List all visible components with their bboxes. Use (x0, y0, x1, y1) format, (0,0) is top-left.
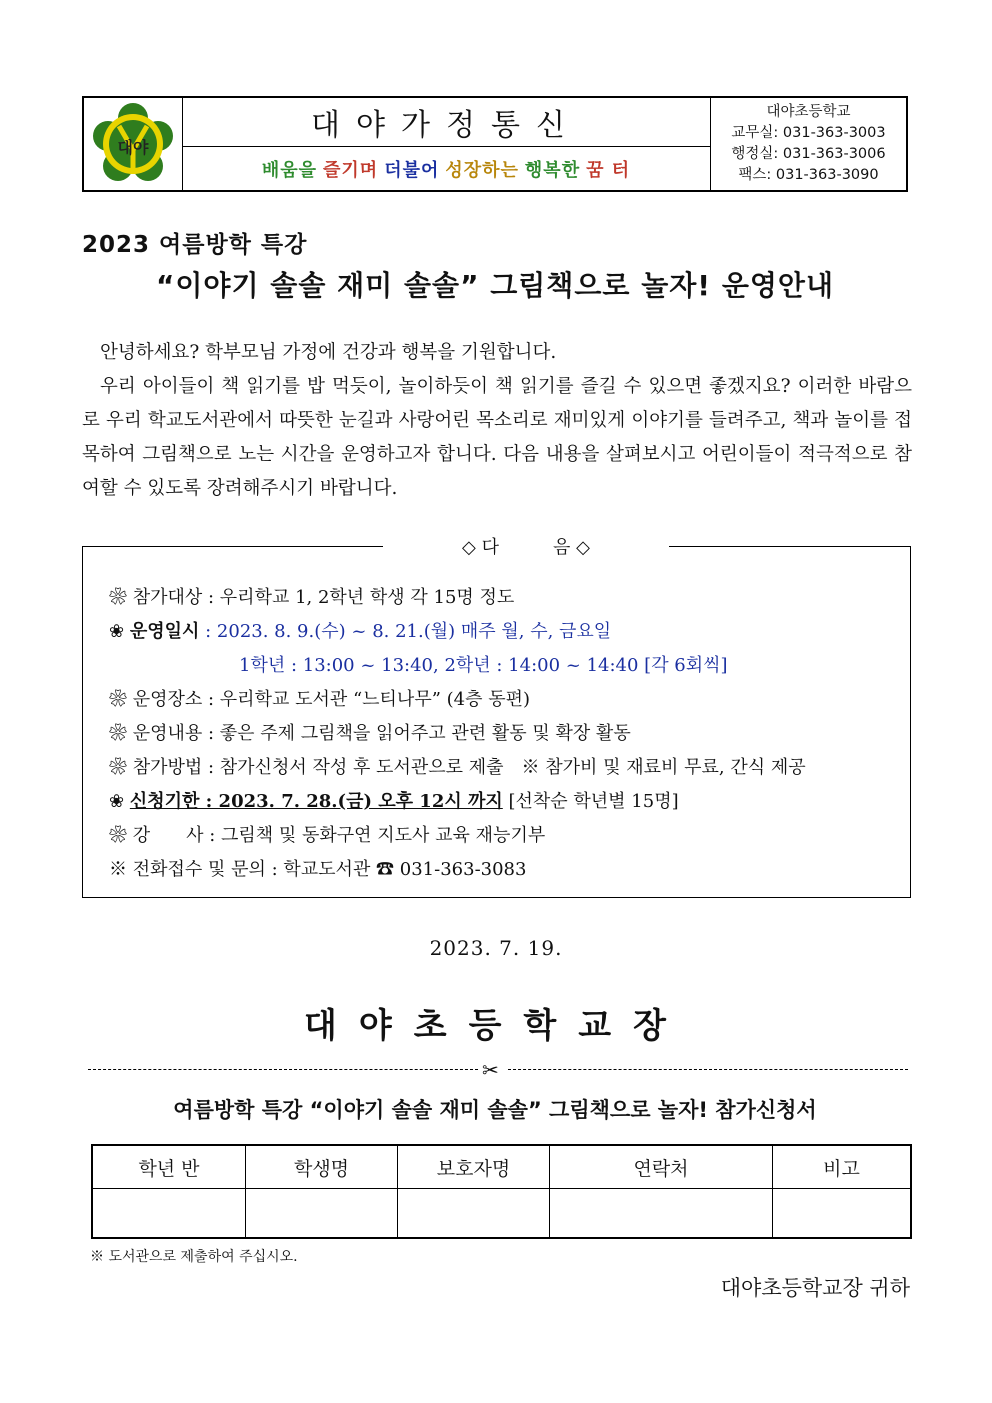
section-title: 2023 여름방학 특강 (82, 232, 308, 258)
list-item (109, 683, 899, 717)
list-item (109, 751, 899, 785)
intro-text (82, 336, 912, 506)
principal-signature: 대야초등학교장 (304, 1006, 688, 1046)
motto-word: 더불어 (384, 159, 440, 181)
motto-word: 즐기며 (323, 159, 379, 181)
item-inquiry: ※ 전화접수 및 문의 : 학교도서관 ☎ 031-363-3083 (109, 859, 527, 880)
flower-bullet-icon: ❀ (109, 723, 127, 744)
motto-word: 배움을 (261, 159, 318, 181)
column-header: 비고 (773, 1145, 912, 1189)
flower-bullet-icon: ❀ (109, 757, 127, 778)
list-item (109, 615, 899, 649)
guardian-name-cell[interactable] (398, 1189, 550, 1239)
student-name-cell[interactable] (246, 1189, 398, 1239)
notice-heading: ◇ 다 음 ◇ (383, 533, 669, 559)
notice-list (109, 581, 899, 887)
application-form-title: 여름방학 특강 “이야기 솔솔 재미 솔솔” 그림책으로 놀자! 참가신청서 (173, 1098, 817, 1122)
contact-cell[interactable] (550, 1189, 773, 1239)
column-header: 연락처 (550, 1145, 773, 1189)
notice-box (82, 537, 911, 898)
item-method: 참가방법 : 참가신청서 작성 후 도서관으로 제출 ※ 참가비 및 재료비 무료, 간식 제공 (132, 757, 806, 778)
addressee: 대야초등학교장 귀하 (720, 1276, 910, 1300)
logo-text: 대야 (117, 138, 149, 157)
school-name: 대야초등학교 (766, 104, 851, 120)
school-logo (84, 98, 183, 190)
grade-class-cell[interactable] (92, 1189, 246, 1239)
motto-word: 행복한 (524, 159, 581, 181)
item-content: 운영내용 : 좋은 주제 그림책을 읽어주고 관련 활동 및 확장 활동 (132, 723, 631, 744)
motto-word: 성장하는 (445, 159, 519, 181)
item-instructor: 강 사 : 그림책 및 동화구연 지도사 교육 재능기부 (132, 825, 546, 846)
contact-admin: 행정실: 031-363-3006 (731, 146, 886, 162)
item-deadline-note: [선착순 학년별 15명] (502, 791, 679, 812)
item-schedule-label: 운영일시 (129, 621, 200, 642)
school-contact-info (711, 98, 906, 190)
title-cell (182, 98, 711, 190)
column-header: 학년 반 (92, 1145, 246, 1189)
column-header: 학생명 (246, 1145, 398, 1189)
list-item (109, 819, 899, 853)
item-schedule-value: : 2023. 8. 9.(수) ~ 8. 21.(월) 매주 월, 수, 금요일 (205, 621, 612, 642)
item-target: 참가대상 : 우리학교 1, 2학년 학생 각 15명 정도 (132, 587, 515, 608)
motto-word: 꿈 터 (586, 159, 631, 181)
remarks-cell[interactable] (773, 1189, 912, 1239)
school-motto (182, 147, 710, 190)
flower-bullet-icon: ❀ (109, 621, 125, 642)
intro-paragraph-1: 안녕하세요? 학부모님 가정에 건강과 행복을 기원합니다. (100, 342, 557, 363)
flower-bullet-icon: ❀ (109, 689, 127, 710)
application-table (91, 1144, 912, 1239)
intro-paragraph-2: 우리 아이들이 책 읽기를 밥 먹듯이, 놀이하듯이 책 읽기를 즐길 수 있으면 좋겠지요? 이러한 바람으로 우리 학교도서관에서 따뜻한 눈길과 사랑어린 목소리로 재미있게 이야기를 들려주고, 책과 놀이를 접목하여 그림책으로 노는 시간을 운영하고자 합니다. 다음 내용을 살펴보시고 어린이들이 적극적으로 참여할 수 있도록 장려해주시기 바랍니다. (82, 376, 912, 499)
newsletter-title: 대야가정통신 (182, 98, 710, 147)
flower-bullet-icon: ❀ (109, 825, 127, 846)
cut-line (88, 1058, 908, 1082)
issue-date: 2023. 7. 19. (429, 936, 563, 960)
item-schedule-time: 1학년 : 13:00 ~ 13:40, 2학년 : 14:00 ~ 14:40 [각 6회씩] (239, 655, 728, 676)
flower-bullet-icon: ❀ (109, 791, 125, 812)
submission-note: ※ 도서관으로 제출하여 주십시오. (90, 1249, 298, 1265)
newsletter-header (82, 96, 908, 192)
item-place: 운영장소 : 우리학교 도서관 “느티나무” (4층 동편) (132, 689, 531, 710)
flower-bullet-icon: ❀ (109, 587, 127, 608)
contact-office: 교무실: 031-363-3003 (731, 125, 886, 141)
item-deadline: 신청기한 : 2023. 7. 28.(금) 오후 12시 까지 (129, 791, 503, 812)
list-item (109, 581, 899, 615)
column-header: 보호자명 (398, 1145, 550, 1189)
scissors-icon: ✂ (482, 1058, 499, 1082)
table-row (92, 1189, 911, 1239)
list-item (109, 785, 899, 819)
table-header-row (92, 1145, 911, 1189)
list-item (109, 717, 899, 751)
contact-fax: 팩스: 031-363-3090 (738, 167, 879, 183)
main-title: “이야기 솔솔 재미 솔솔” 그림책으로 놀자! 운영안내 (155, 269, 835, 302)
